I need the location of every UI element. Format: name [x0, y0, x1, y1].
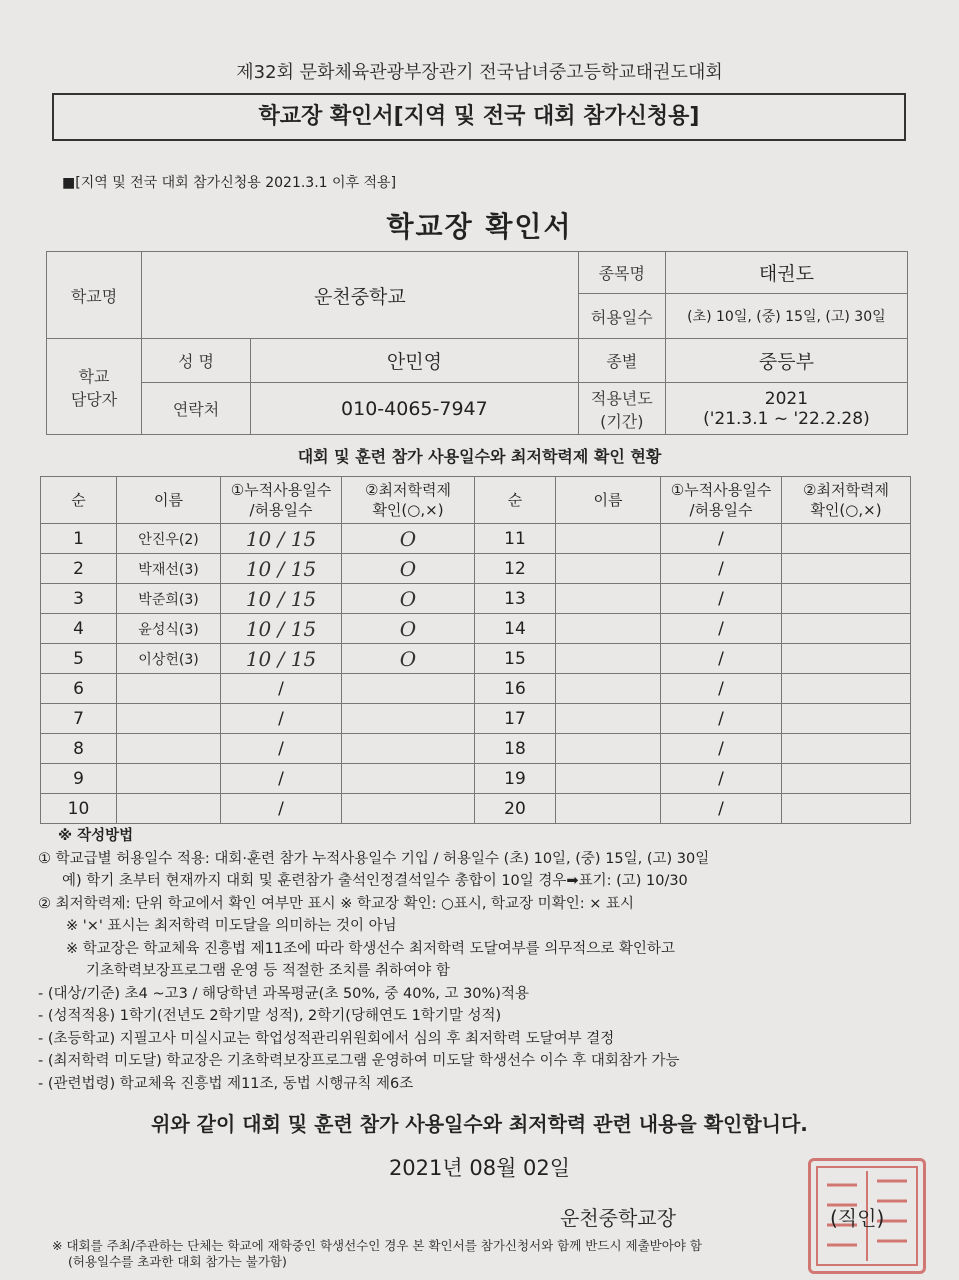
student-name [117, 764, 221, 794]
instruction-line: ① 학교급별 허용일수 적용: 대회·훈련 참가 누적사용일수 기입 / 허용일수 (초) 10일, (중) 15일, (고) 30일 [38, 850, 710, 867]
instruction-line: - (관련법령) 학교체육 진흥법 제11조, 동법 시행규칙 제6조 [38, 1075, 414, 1092]
row-number: 2 [41, 554, 117, 584]
days-used: / [661, 644, 782, 674]
academic-check [342, 794, 475, 824]
col-days [221, 477, 342, 524]
academic-check: O [342, 524, 475, 554]
table-row [41, 554, 911, 584]
row-number: 9 [41, 764, 117, 794]
principal-name: 운천중학교장 [560, 1206, 676, 1230]
days-used: / [221, 674, 342, 704]
confirmation-date: 2021년 08월 02일 [388, 1156, 571, 1180]
student-name [117, 734, 221, 764]
student-name [556, 764, 661, 794]
footnote [52, 1238, 702, 1270]
col-name-2: 이름 [556, 477, 661, 524]
instruction-line: - (대상/기준) 초4 ~고3 / 해당학년 과목평균(초 50%, 중 40%, 고 30%)적용 [38, 985, 529, 1002]
days-used: / [661, 614, 782, 644]
instruction-line: - (최저학력 미도달) 학교장은 기초학력보장프로그램 운영하여 미도달 학생선수 이수 후 대회참가 가능 [38, 1053, 680, 1069]
contact-value: 010-4065-7947 [251, 383, 579, 435]
student-name [117, 704, 221, 734]
academic-check: O [342, 554, 475, 584]
student-name: 안진우(2) [117, 524, 221, 554]
academic-check: O [342, 584, 475, 614]
row-number: 19 [475, 764, 556, 794]
student-name [556, 614, 661, 644]
name-label: 성 명 [142, 339, 251, 383]
period-label-line1: 적용년도 [590, 388, 653, 408]
student-name [556, 554, 661, 584]
academic-check [782, 644, 911, 674]
contact-label: 연락처 [142, 383, 251, 435]
col-check [342, 477, 475, 524]
table-row [41, 734, 911, 764]
row-number: 6 [41, 674, 117, 704]
col-check-2 [782, 477, 911, 524]
student-name [556, 794, 661, 824]
table-row [41, 674, 911, 704]
student-name [556, 584, 661, 614]
student-name: 박준희(3) [117, 584, 221, 614]
contact-person-label-line2: 담당자 [70, 389, 118, 409]
days-used: / [661, 704, 782, 734]
contact-person-label [47, 339, 142, 435]
division-label: 종별 [578, 339, 665, 383]
col-days-line1: ①누적사용일수 [230, 481, 332, 499]
academic-check [782, 674, 911, 704]
row-number: 11 [475, 524, 556, 554]
days-used: / [661, 524, 782, 554]
row-number: 16 [475, 674, 556, 704]
academic-check [342, 764, 475, 794]
student-name: 박재선(3) [117, 554, 221, 584]
academic-check [782, 794, 911, 824]
academic-check [782, 704, 911, 734]
row-number: 15 [475, 644, 556, 674]
days-used: / [661, 794, 782, 824]
instructions-heading: ※ 작성방법 [58, 828, 134, 844]
division-value: 중등부 [665, 339, 907, 383]
academic-check [782, 734, 911, 764]
period-value [665, 383, 907, 435]
school-name-label: 학교명 [47, 252, 142, 339]
student-name [556, 704, 661, 734]
academic-check [782, 764, 911, 794]
instruction-line: ※ '×' 표시는 최저학력 미도달을 의미하는 것이 아님 [66, 918, 397, 934]
academic-check [782, 584, 911, 614]
period-label [578, 383, 665, 435]
academic-check [782, 554, 911, 584]
row-number: 5 [41, 644, 117, 674]
col-check-2-line2: 확인(○,×) [810, 501, 882, 519]
row-number: 13 [475, 584, 556, 614]
row-number: 1 [41, 524, 117, 554]
days-used: / [661, 734, 782, 764]
days-used: 10 / 15 [221, 584, 342, 614]
row-number: 8 [41, 734, 117, 764]
table-row [41, 584, 911, 614]
col-check-line1: ②최저학력제 [365, 481, 451, 499]
student-name: 이상헌(3) [117, 644, 221, 674]
student-name [556, 674, 661, 704]
student-name [556, 644, 661, 674]
student-name: 윤성식(3) [117, 614, 221, 644]
col-check-2-line1: ②최저학력제 [803, 481, 889, 499]
participation-table [40, 476, 911, 824]
student-name [556, 734, 661, 764]
allowed-days-label: 허용일수 [578, 294, 665, 339]
contact-person-label-line1: 학교 [78, 366, 110, 386]
row-number: 20 [475, 794, 556, 824]
instruction-line: - (성적적용) 1학기(전년도 2학기말 성적), 2학기(당해연도 1학기말 성적) [38, 1008, 502, 1024]
table-row [41, 644, 911, 674]
allowed-days-value: (초) 10일, (중) 15일, (고) 30일 [665, 294, 907, 339]
year-value: 2021 [764, 388, 809, 409]
days-used: 10 / 15 [221, 614, 342, 644]
days-used: 10 / 15 [221, 644, 342, 674]
days-used: / [221, 794, 342, 824]
days-used: / [221, 704, 342, 734]
school-name-value: 운천중학교 [142, 252, 579, 339]
sport-value: 태권도 [665, 252, 907, 294]
col-no-2: 순 [475, 477, 556, 524]
table-row [41, 794, 911, 824]
days-used: / [661, 584, 782, 614]
period-label-line2: (기간) [600, 411, 644, 431]
student-name [117, 674, 221, 704]
row-number: 17 [475, 704, 556, 734]
col-days-2 [661, 477, 782, 524]
academic-check [342, 734, 475, 764]
row-number: 18 [475, 734, 556, 764]
footnote-line1: ※ 대회를 주최/주관하는 단체는 학교에 재학중인 학생선수인 경우 본 확인서를 참가신청서와 함께 반드시 제출받아야 함 [52, 1238, 702, 1253]
student-name [117, 794, 221, 824]
days-used: 10 / 15 [221, 554, 342, 584]
row-number: 10 [41, 794, 117, 824]
table-row [41, 614, 911, 644]
row-number: 7 [41, 704, 117, 734]
seal-label: (직인) [830, 1206, 885, 1230]
instruction-line: ※ 학교장은 학교체육 진흥법 제11조에 따라 학생선수 최저학력 도달여부를 의무적으로 확인하고 [66, 940, 675, 957]
col-days-2-line1: ①누적사용일수 [670, 481, 772, 499]
days-used: / [221, 764, 342, 794]
col-check-line2: 확인(○,×) [372, 501, 444, 519]
academic-check [782, 524, 911, 554]
table-row [41, 764, 911, 794]
footnote-line2: (허용일수를 초과한 대회 참가는 불가함) [68, 1254, 287, 1269]
row-number: 12 [475, 554, 556, 584]
event-title: 제32회 문화체육관광부장관기 전국남녀중고등학교태권도대회 [236, 62, 723, 83]
academic-check: O [342, 614, 475, 644]
school-info-table [46, 251, 908, 435]
row-number: 14 [475, 614, 556, 644]
row-number: 4 [41, 614, 117, 644]
section-title: 대회 및 훈련 참가 사용일수와 최저학력제 확인 현황 [297, 447, 662, 466]
boxed-title: 학교장 확인서[지역 및 전국 대회 참가신청용] [52, 93, 906, 141]
table-row [41, 524, 911, 554]
form-title: 학교장 확인서 [386, 210, 573, 243]
col-no: 순 [41, 477, 117, 524]
days-used: / [221, 734, 342, 764]
days-used: / [661, 554, 782, 584]
period-range-value: ('21.3.1 ~ '22.2.28) [703, 408, 870, 429]
confirmation-statement: 위와 같이 대회 및 훈련 참가 사용일수와 최저학력 관련 내용을 확인합니다. [151, 1112, 808, 1136]
table-row [41, 704, 911, 734]
academic-check: O [342, 644, 475, 674]
instructions [38, 825, 918, 1095]
instruction-line: 예) 학기 초부터 현재까지 대회 및 훈련참가 출석인정결석일수 총합이 10일 경우➡표기: (고) 10/30 [62, 873, 688, 889]
days-used: / [661, 674, 782, 704]
academic-check [342, 674, 475, 704]
instruction-line: ② 최저학력제: 단위 학교에서 확인 여부만 표시 ※ 학교장 확인: ○표시, 학교장 미확인: × 표시 [38, 895, 634, 912]
col-name: 이름 [117, 477, 221, 524]
instruction-line: 기초학력보장프로그램 운영 등 적절한 조치를 취하여야 함 [86, 963, 450, 979]
student-name [556, 524, 661, 554]
col-days-line2: /허용일수 [249, 501, 313, 519]
instruction-line: - (초등학교) 지필고사 미실시교는 학업성적관리위원회에서 심의 후 최저학력 도달여부 결정 [38, 1030, 615, 1047]
apply-note: ■[지역 및 전국 대회 참가신청용 2021.3.1 이후 적용] [62, 175, 397, 191]
col-days-2-line2: /허용일수 [689, 501, 753, 519]
academic-check [342, 704, 475, 734]
days-used: 10 / 15 [221, 524, 342, 554]
academic-check [782, 614, 911, 644]
sport-label: 종목명 [578, 252, 665, 294]
row-number: 3 [41, 584, 117, 614]
name-value: 안민영 [251, 339, 579, 383]
days-used: / [661, 764, 782, 794]
